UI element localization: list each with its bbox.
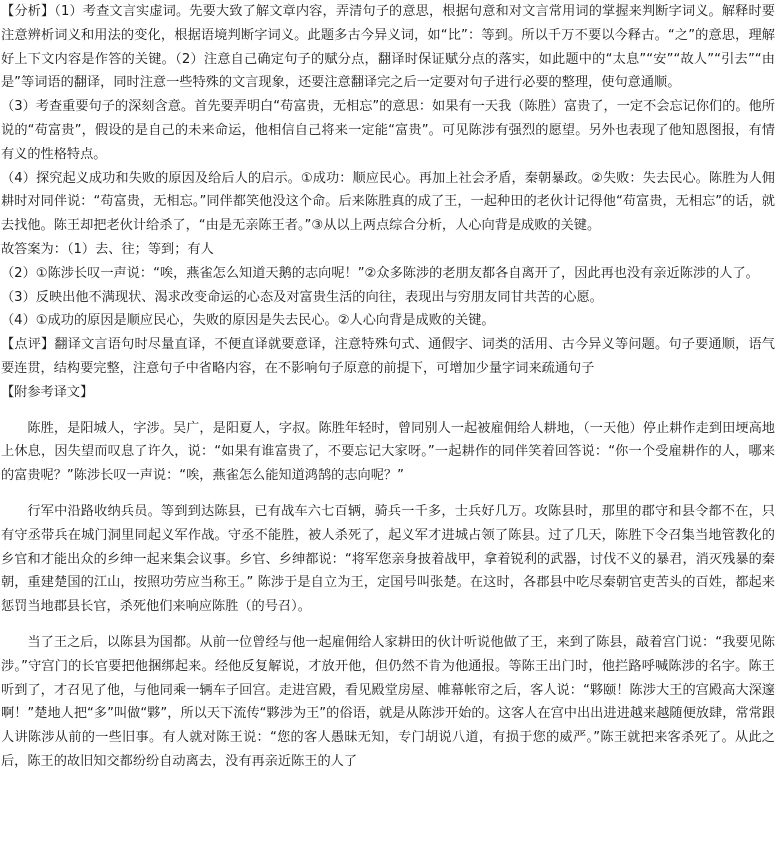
analysis-paragraph: 【分析】（1）考查文言实虚词。先要大致了解文章内容，弄清句子的意思，根据句意和对文言常用词的掌握来判断字词义。解释时要注意辨析词义和用法的变化，根据语境判断字词义。此题多古今异义词，如“比”：等到。所以千万不要以今释古。“之”的意思，理解好上下文内容是作答的关键。（2）注意自己确定句子的赋分点，翻译时保证赋分点的落实，如此题中的“太息”“安”“故人”“引去”“由是”等词语的翻译，同时注意一些特殊的文言现象，还要注意翻译完之后一定要对句子进行必要的整理，使句意通顺。 xyxy=(1,4,775,91)
translation-heading: 【附参考译文】 xyxy=(1,384,94,400)
translation-paragraph-1: 陈胜，是阳城人，字涉。吴广，是阳夏人，字叔。陈胜年轻时，曾同别人一起被雇佣给人耕地，（一天他）停止耕作走到田埂高地上休息，因失望而叹息了许久，说：“如果有谁富贵了，不要忘记大家呀。”一起耕作的同伴笑着回答说：“你一个受雇耕作的人，哪来的富贵呢？”陈涉长叹一声说：“唉，燕雀怎么能知道鸿鹄的志向呢？” xyxy=(1,420,775,484)
comment-paragraph: 【点评】翻译文言语句时尽量直译，不便直译就要意译，注意特殊句式、通假字、词类的活用、古今异义等问题。句子要通顺，语气要连贯，结构要完整，注意句子中省略内容，在不影响句子原意的前提下，可增加少量字词来疏通句子 xyxy=(1,337,775,376)
analysis-part-3: （3）考查重要句子的深刻含意。首先要弄明白“苟富贵，无相忘”的意思：如果有一天我（陈胜）富贵了，一定不会忘记你们的。他所说的“苟富贵”，假设的是自己的未来命运，他相信自己将来一定能“富贵”。可见陈涉有强烈的愿望。另外也表现了他知恩图报，有情有义的性格特点。 xyxy=(1,99,775,162)
answer-part-4: （4）①成功的原因是顺应民心，失败的原因是失去民心。②人心向背是成败的关键。 xyxy=(1,313,495,329)
answer-part-1: 故答案为：（1）去、往；等到；有人 xyxy=(1,241,214,257)
analysis-part-4: （4）探究起义成功和失败的原因及给后人的启示。①成功：顺应民心。再加上社会矛盾，秦朝暴政。②失败：失去民心。陈胜为人佣耕时对同伴说：“苟富贵，无相忘。”同伴都笑他没这个命。后来陈胜真的成了王，一起种田的老伙计记得他“苟富贵，无相忘”的话，就去找他。陈王却把老伙计给杀了，“由是无亲陈王者。”③从以上两点综合分析，人心向背是成败的关键。 xyxy=(1,170,775,234)
translation-paragraph-3: 当了王之后，以陈县为国都。从前一位曾经与他一起雇佣给人家耕田的伙计听说他做了王，来到了陈县，敲着宫门说：“我要见陈涉。”守宫门的长官要把他捆绑起来。经他反复解说，才放开他，但仍然不肯为他通报。等陈王出门时，他拦路呼喊陈涉的名字。陈王听到了，才召见了他，与他同乘一辆车子回宫。走进宫殿，看见殿堂房屋、帷幕帐帘之后，客人说：“夥颐！陈涉大王的宫殿高大深邃啊！”楚地人把“多”叫做“夥”，所以天下流传“夥涉为王”的俗语，就是从陈涉开始的。这客人在宫中出出进进越来越随便放肆，常常跟人讲陈涉从前的一些旧事。有人就对陈王说：“您的客人愚昧无知，专门胡说八道，有损于您的威严。”陈王就把来客杀死了。从此之后，陈王的故旧知交都纷纷自动离去，没有再亲近陈王的人了 xyxy=(1,634,775,769)
answer-part-3: （3）反映出他不满现状、渴求改变命运的心态及对富贵生活的向往，表现出与穷朋友同甘共苦的心愿。 xyxy=(1,289,603,305)
translation-paragraph-2: 行军中沿路收纳兵员。等到到达陈县，已有战车六七百辆，骑兵一千多，士兵好几万。攻陈县时，那里的郡守和县令都不在，只有守丞带兵在城门洞里同起义军作战。守丞不能胜，被人杀死了，起义军才进城占领了陈县。过了几天，陈胜下令召集当地管教化的乡官和才能出众的乡绅一起来集会议事。乡官、乡绅都说：“将军您亲身披着战甲，拿着锐利的武器，讨伐不义的暴君，消灭残暴的秦朝，重建楚国的江山，按照功劳应当称王。” 陈涉于是自立为王，定国号叫张楚。在这时，各郡县中吃尽秦朝官吏苦头的百姓，都起来惩罚当地郡县长官，杀死他们来响应陈胜（的号召）。 xyxy=(1,503,775,615)
answer-part-2: （2）①陈涉长叹一声说：“唉，燕雀怎么知道天鹅的志向呢！”②众多陈涉的老朋友都各自离开了，因此再也没有亲近陈涉的人了。 xyxy=(1,265,759,281)
